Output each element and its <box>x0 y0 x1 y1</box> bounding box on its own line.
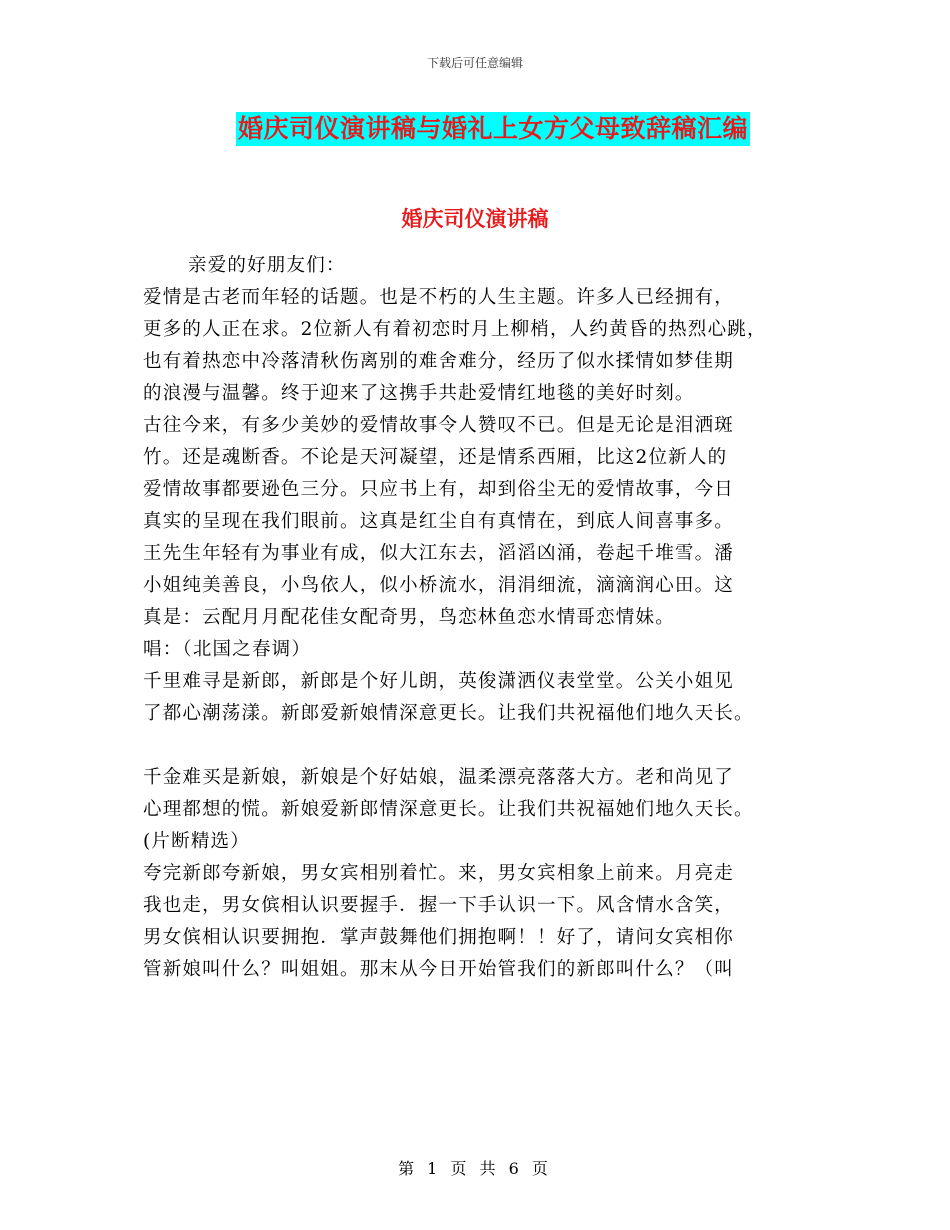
excerpt-note: (片断精选） <box>143 831 250 852</box>
text-line: 的浪漫与温馨。终于迎来了这携手共赴爱情红地毯的美好时刻。 <box>143 383 695 404</box>
text-line: 男女傧相认识要拥抱．掌声鼓舞他们拥抱啊！！好了，请问女宾相你 <box>143 927 735 948</box>
section-title: 婚庆司仪演讲稿 <box>401 206 549 231</box>
text-line: 真实的呈现在我们眼前。这真是红尘自有真情在，到底人间喜事多。 <box>143 511 735 532</box>
text-line: 小姐纯美善良，小鸟依人，似小桥流水，涓涓细流，滴滴润心田。这 <box>143 575 735 596</box>
song-heading: 唱：（北国之春调） <box>143 639 312 660</box>
blank-line <box>143 730 833 762</box>
greeting-line: 亲爱的好朋友们： <box>188 255 346 276</box>
text-line: 管新娘叫什么？叫姐姐。那末从今日开始管我们的新郎叫什么？（叫 <box>143 959 735 980</box>
text-line: 我也走，男女傧相认识要握手．握一下手认识一下。风含情水含笑， <box>143 895 735 916</box>
text-line: 也有着热恋中冷落清秋伤离别的难舍难分，经历了似水揉情如梦佳期 <box>143 351 735 372</box>
text-line: 王先生年轻有为事业有成，似大江东去，滔滔凶涌，卷起千堆雪。潘 <box>143 543 735 564</box>
text-line: 爱情故事都要逊色三分。只应书上有，却到俗尘无的爱情故事，今日 <box>143 479 735 500</box>
text-line: 爱情是古老而年轻的话题。也是不朽的人生主题。许多人已经拥有， <box>143 287 735 308</box>
text-line: 竹。还是魂断香。不论是天河凝望，还是情系西厢，比这2位新人的 <box>143 447 728 468</box>
text-line: 千金难买是新娘，新娘是个好姑娘，温柔漂亮落落大方。老和尚见了 <box>143 767 735 788</box>
text-line: 夸完新郎夸新娘，男女宾相别着忙。来，男女宾相象上前来。月亮走 <box>143 863 735 884</box>
text-line: 了都心潮荡漾。新郎爱新娘情深意更长。让我们共祝福他们地久天长。 <box>143 703 754 724</box>
text-line: 千里难寻是新郎，新郎是个好儿朗，英俊潇洒仪表堂堂。公关小姐见 <box>143 671 735 692</box>
header-note: 下载后可任意编辑 <box>426 56 523 70</box>
text-line: 真是：云配月月配花佳女配奇男，鸟恋林鱼恋水情哥恋情妹。 <box>143 607 675 628</box>
page-number: 第 1 页 共 6 页 <box>398 1159 552 1178</box>
text-line: 古往今来，有多少美妙的爱情故事令人赞叹不已。但是无论是泪洒斑 <box>143 415 735 436</box>
text-line: 心理都想的慌。新娘爱新郎情深意更长。让我们共祝福她们地久天长。 <box>143 799 754 820</box>
text-line: 更多的人正在求。2位新人有着初恋时月上柳梢，人约黄昏的热烈心跳， <box>143 319 767 340</box>
body-text <box>143 250 833 986</box>
document-title: 婚庆司仪演讲稿与婚礼上女方父母致辞稿汇编 <box>236 112 750 146</box>
